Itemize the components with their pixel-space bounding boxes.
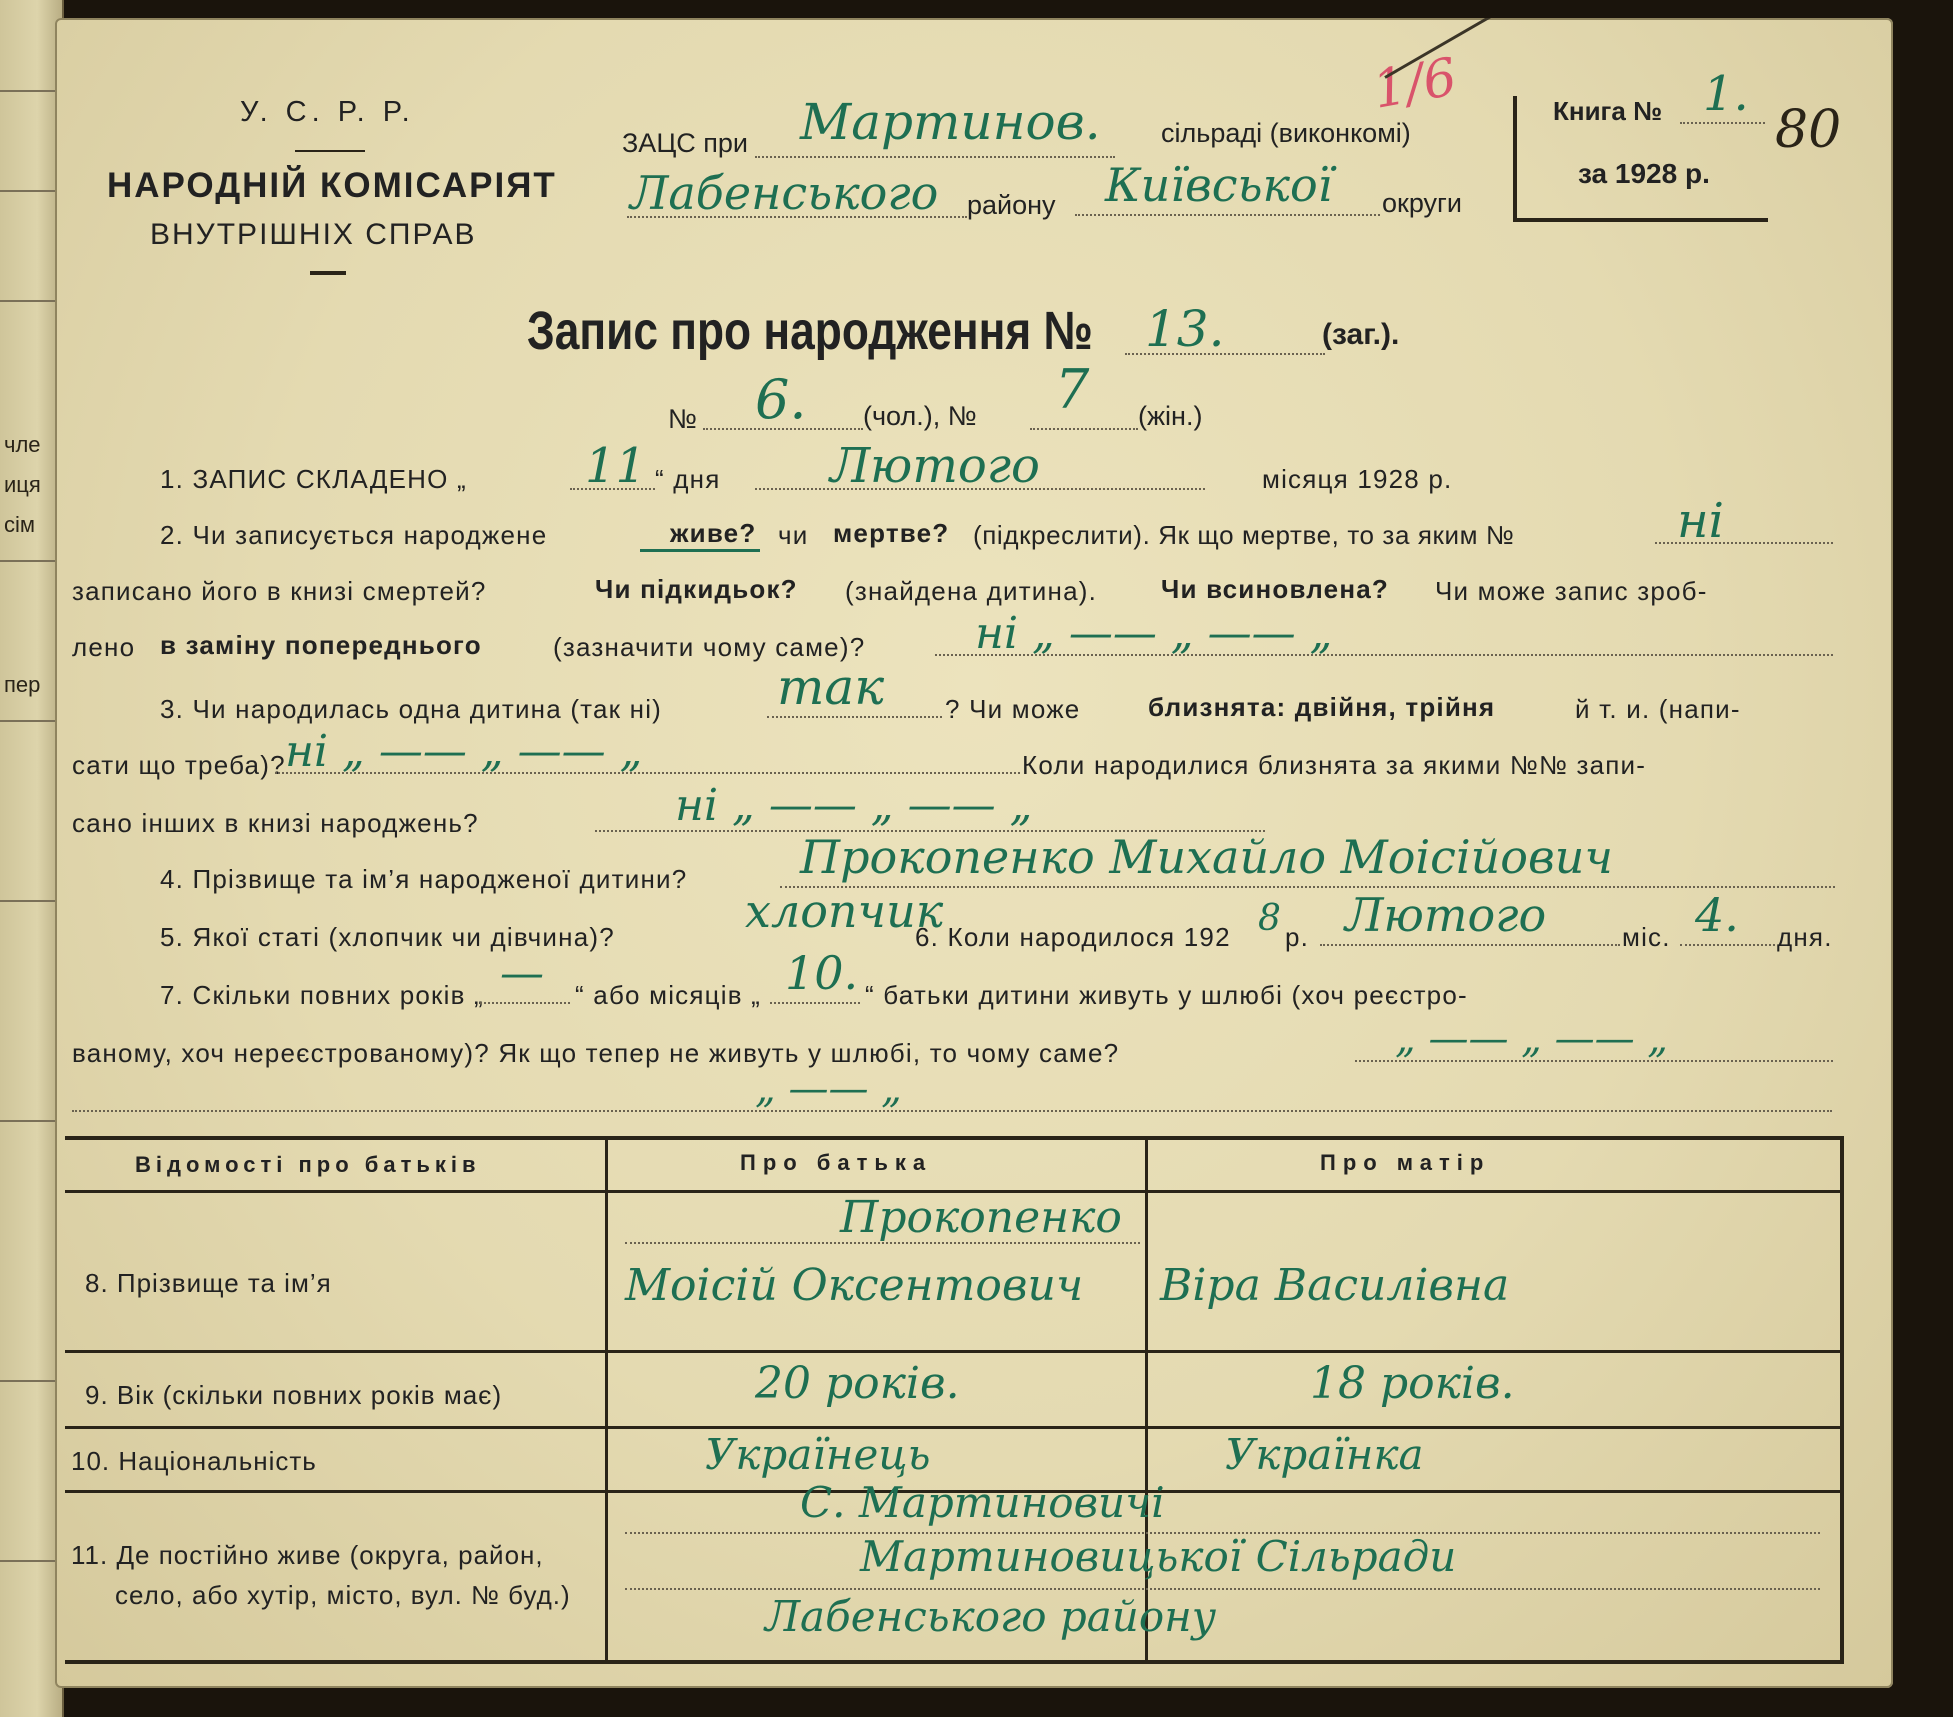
commissariat-name: НАРОДНІЙ КОМІСАРІЯТ	[107, 166, 557, 205]
father-age: 20 років.	[755, 1358, 960, 1409]
table-row-rule	[65, 1350, 1840, 1353]
fill-line	[770, 1002, 860, 1004]
zags-prefix: ЗАЦС при	[622, 128, 749, 158]
table-divider	[1145, 1140, 1148, 1660]
republic-name: У. С. Р. Р.	[240, 96, 415, 128]
item-2-foundling: Чи підкидьок?	[595, 574, 798, 604]
department-name: ВНУТРІШНІХ СПРАВ	[150, 218, 477, 251]
item-1-tail: місяця 1928 р.	[1262, 464, 1453, 494]
table-header: Про матір	[1320, 1150, 1491, 1175]
book-year: за 1928 р.	[1578, 158, 1710, 189]
strip-fragment: пер	[4, 672, 41, 697]
selrada-label: сільраді (виконкомі)	[1161, 118, 1411, 148]
item-3-label: 3. Чи народилась одна дитина (так ні)	[160, 694, 663, 724]
male-no-label: №	[668, 404, 697, 434]
female-label: (жін.)	[1138, 401, 1203, 431]
handwritten-answer: „ —— „ —— „	[1395, 1016, 1669, 1062]
item-2-dead: мертве?	[833, 518, 950, 548]
residence-line-2: Мартиновицької Сільради	[860, 1532, 1457, 1581]
handwritten-female-number: 7	[1055, 358, 1090, 421]
residence-line-3: Лабенського району	[765, 1592, 1217, 1641]
handwritten-answer: ні „ —— „ —— „	[975, 608, 1333, 659]
residence-line-1: С. Мартиновичі	[800, 1478, 1165, 1527]
parents-table	[65, 1136, 1844, 1664]
item-6-label: 6. Коли народилося 192	[915, 922, 1231, 952]
item-3-text: Коли народилися близнята за якими №№ запи-	[1022, 750, 1647, 780]
fill-line	[72, 1110, 1832, 1112]
item-1-day-label: “ дня	[655, 464, 721, 494]
item-2-text: (зазначити чому саме)?	[553, 632, 866, 662]
item-7-text: “ або місяців „	[575, 980, 762, 1010]
strip-rule	[0, 1560, 55, 1562]
handwritten-answer: „ —— „	[755, 1066, 902, 1112]
item-6-r: р.	[1285, 922, 1310, 952]
record-title: Запис про народження №	[527, 301, 1093, 361]
table-header: Про батька	[740, 1150, 933, 1175]
handwritten-month: Лютого	[830, 438, 1040, 494]
handwritten-answer: ні „ —— „ —— „	[675, 780, 1033, 831]
mother-age: 18 років.	[1310, 1358, 1515, 1409]
strip-rule	[0, 1380, 55, 1382]
handwritten-sex: хлопчик	[745, 884, 944, 938]
handwritten-year-digit: 8	[1258, 898, 1281, 939]
father-nationality: Українець	[705, 1430, 931, 1479]
strip-rule	[0, 190, 55, 192]
header-divider	[295, 150, 365, 152]
item-6-month-label: міс.	[1622, 922, 1671, 952]
row-8-label: 8. Прізвище та ім’я	[85, 1268, 332, 1298]
mother-name: Віра Василівна	[1160, 1260, 1510, 1311]
fill-line	[480, 1002, 570, 1004]
male-label: (чол.), №	[863, 401, 977, 431]
father-name: Моісій Оксентович	[625, 1260, 1084, 1311]
handwritten-day: 11	[585, 438, 647, 494]
book-box-border	[1513, 96, 1517, 221]
item-2-text: (знайдена дитина).	[845, 576, 1098, 606]
fill-line	[755, 156, 1115, 158]
strip-rule	[0, 300, 55, 302]
father-surname: Прокопенко	[840, 1192, 1122, 1243]
strip-rule	[0, 560, 55, 562]
item-3-text: й т. и. (напи-	[1575, 694, 1741, 724]
handwritten-selrada: Мартинов.	[800, 93, 1101, 151]
item-3-text: сати що треба)?	[72, 750, 286, 780]
handwritten-book-number: 1.	[1703, 66, 1749, 122]
handwritten-months: 10.	[785, 946, 859, 1000]
fill-line	[1680, 122, 1765, 124]
item-6-day-label: дня.	[1777, 922, 1833, 952]
item-2-text: Чи може запис зроб-	[1435, 576, 1708, 606]
table-divider	[605, 1140, 608, 1660]
record-title-suffix: (заг.).	[1322, 318, 1400, 351]
fill-line	[1320, 944, 1620, 946]
fill-line	[625, 1588, 1820, 1590]
fill-line	[1680, 944, 1775, 946]
item-2-text: чи	[778, 520, 809, 550]
strip-fragment: сім	[4, 512, 36, 537]
handwritten-answer: так	[777, 658, 885, 716]
item-7-text: “ батьки дитини живуть у шлюбі (хоч реєстро-	[865, 980, 1468, 1010]
handwritten-birth-day: 4.	[1695, 888, 1739, 942]
item-3-text: ? Чи може	[945, 694, 1081, 724]
fill-line	[1075, 214, 1380, 216]
book-box-border	[1513, 218, 1768, 222]
okruga-label: округи	[1382, 188, 1462, 218]
strip-fragment: чле	[4, 432, 41, 457]
table-row-rule	[65, 1426, 1840, 1429]
row-9-label: 9. Вік (скільки повних років має)	[85, 1380, 503, 1410]
handwritten-male-number: 6.	[755, 368, 807, 431]
row-11-label-line-2: село, або хутір, місто, вул. № буд.)	[115, 1580, 571, 1610]
rayon-label: району	[967, 190, 1056, 220]
strip-rule	[0, 720, 55, 722]
item-5-label: 5. Якої статі (хлопчик чи дівчина)?	[160, 922, 615, 952]
item-7-text: ваному, хоч нереєстрованому)? Як що тепер не живуть у шлюбі, то чому саме?	[72, 1038, 1120, 1068]
row-11-label-line-1: 11. Де постійно живе (округа, район,	[71, 1540, 544, 1570]
handwritten-birth-month: Лютого	[1345, 888, 1547, 942]
handwritten-record-number: 13.	[1145, 300, 1225, 358]
table-header: Відомості про батьків	[135, 1152, 481, 1177]
item-2-label: 2. Чи записується народжене	[160, 520, 548, 550]
handwritten-child-name: Прокопенко Михайло Моісійович	[800, 830, 1613, 884]
item-2-text: лено	[72, 632, 136, 662]
item-2-replacement: в заміну попереднього	[160, 630, 482, 660]
item-2-text: записано його в книзі смертей?	[72, 576, 487, 606]
handwritten-answer: ні	[1677, 493, 1724, 549]
item-2-text: (підкреслити). Як що мертве, то за яким №	[973, 520, 1515, 550]
pencil-page-number: 80	[1775, 100, 1842, 160]
birth-record-page	[55, 18, 1893, 1688]
strip-rule	[0, 90, 55, 92]
item-3-twins: близнята: двійня, трійня	[1148, 692, 1496, 722]
item-2-alive-underlined: живе?	[640, 518, 760, 552]
red-mark: 1/6	[1368, 47, 1462, 121]
item-2-adopted: Чи всиновлена?	[1161, 574, 1389, 604]
item-3-text: сано інших в книзі народжень?	[72, 808, 479, 838]
mother-nationality: Українка	[1225, 1430, 1424, 1479]
item-4-label: 4. Прізвище та ім’я народженої дитини?	[160, 864, 688, 894]
header-divider	[310, 271, 346, 275]
book-label: Книга №	[1553, 96, 1663, 126]
strip-rule	[0, 1120, 55, 1122]
fill-line	[625, 1532, 1820, 1534]
strip-rule	[0, 900, 55, 902]
strip-fragment: иця	[4, 472, 41, 497]
handwritten-years: —	[500, 948, 544, 999]
row-10-label: 10. Національність	[71, 1446, 317, 1476]
handwritten-rayon: Лабенського	[630, 166, 939, 220]
fill-line	[767, 716, 942, 718]
item-1-label: 1. ЗАПИС СКЛАДЕНО „	[160, 464, 467, 494]
handwritten-answer: ні „ —— „ —— „	[285, 726, 643, 777]
item-7-label: 7. Скільки повних років „	[160, 980, 484, 1010]
fill-line	[1030, 428, 1138, 430]
handwritten-okruga: Київської	[1105, 158, 1333, 212]
